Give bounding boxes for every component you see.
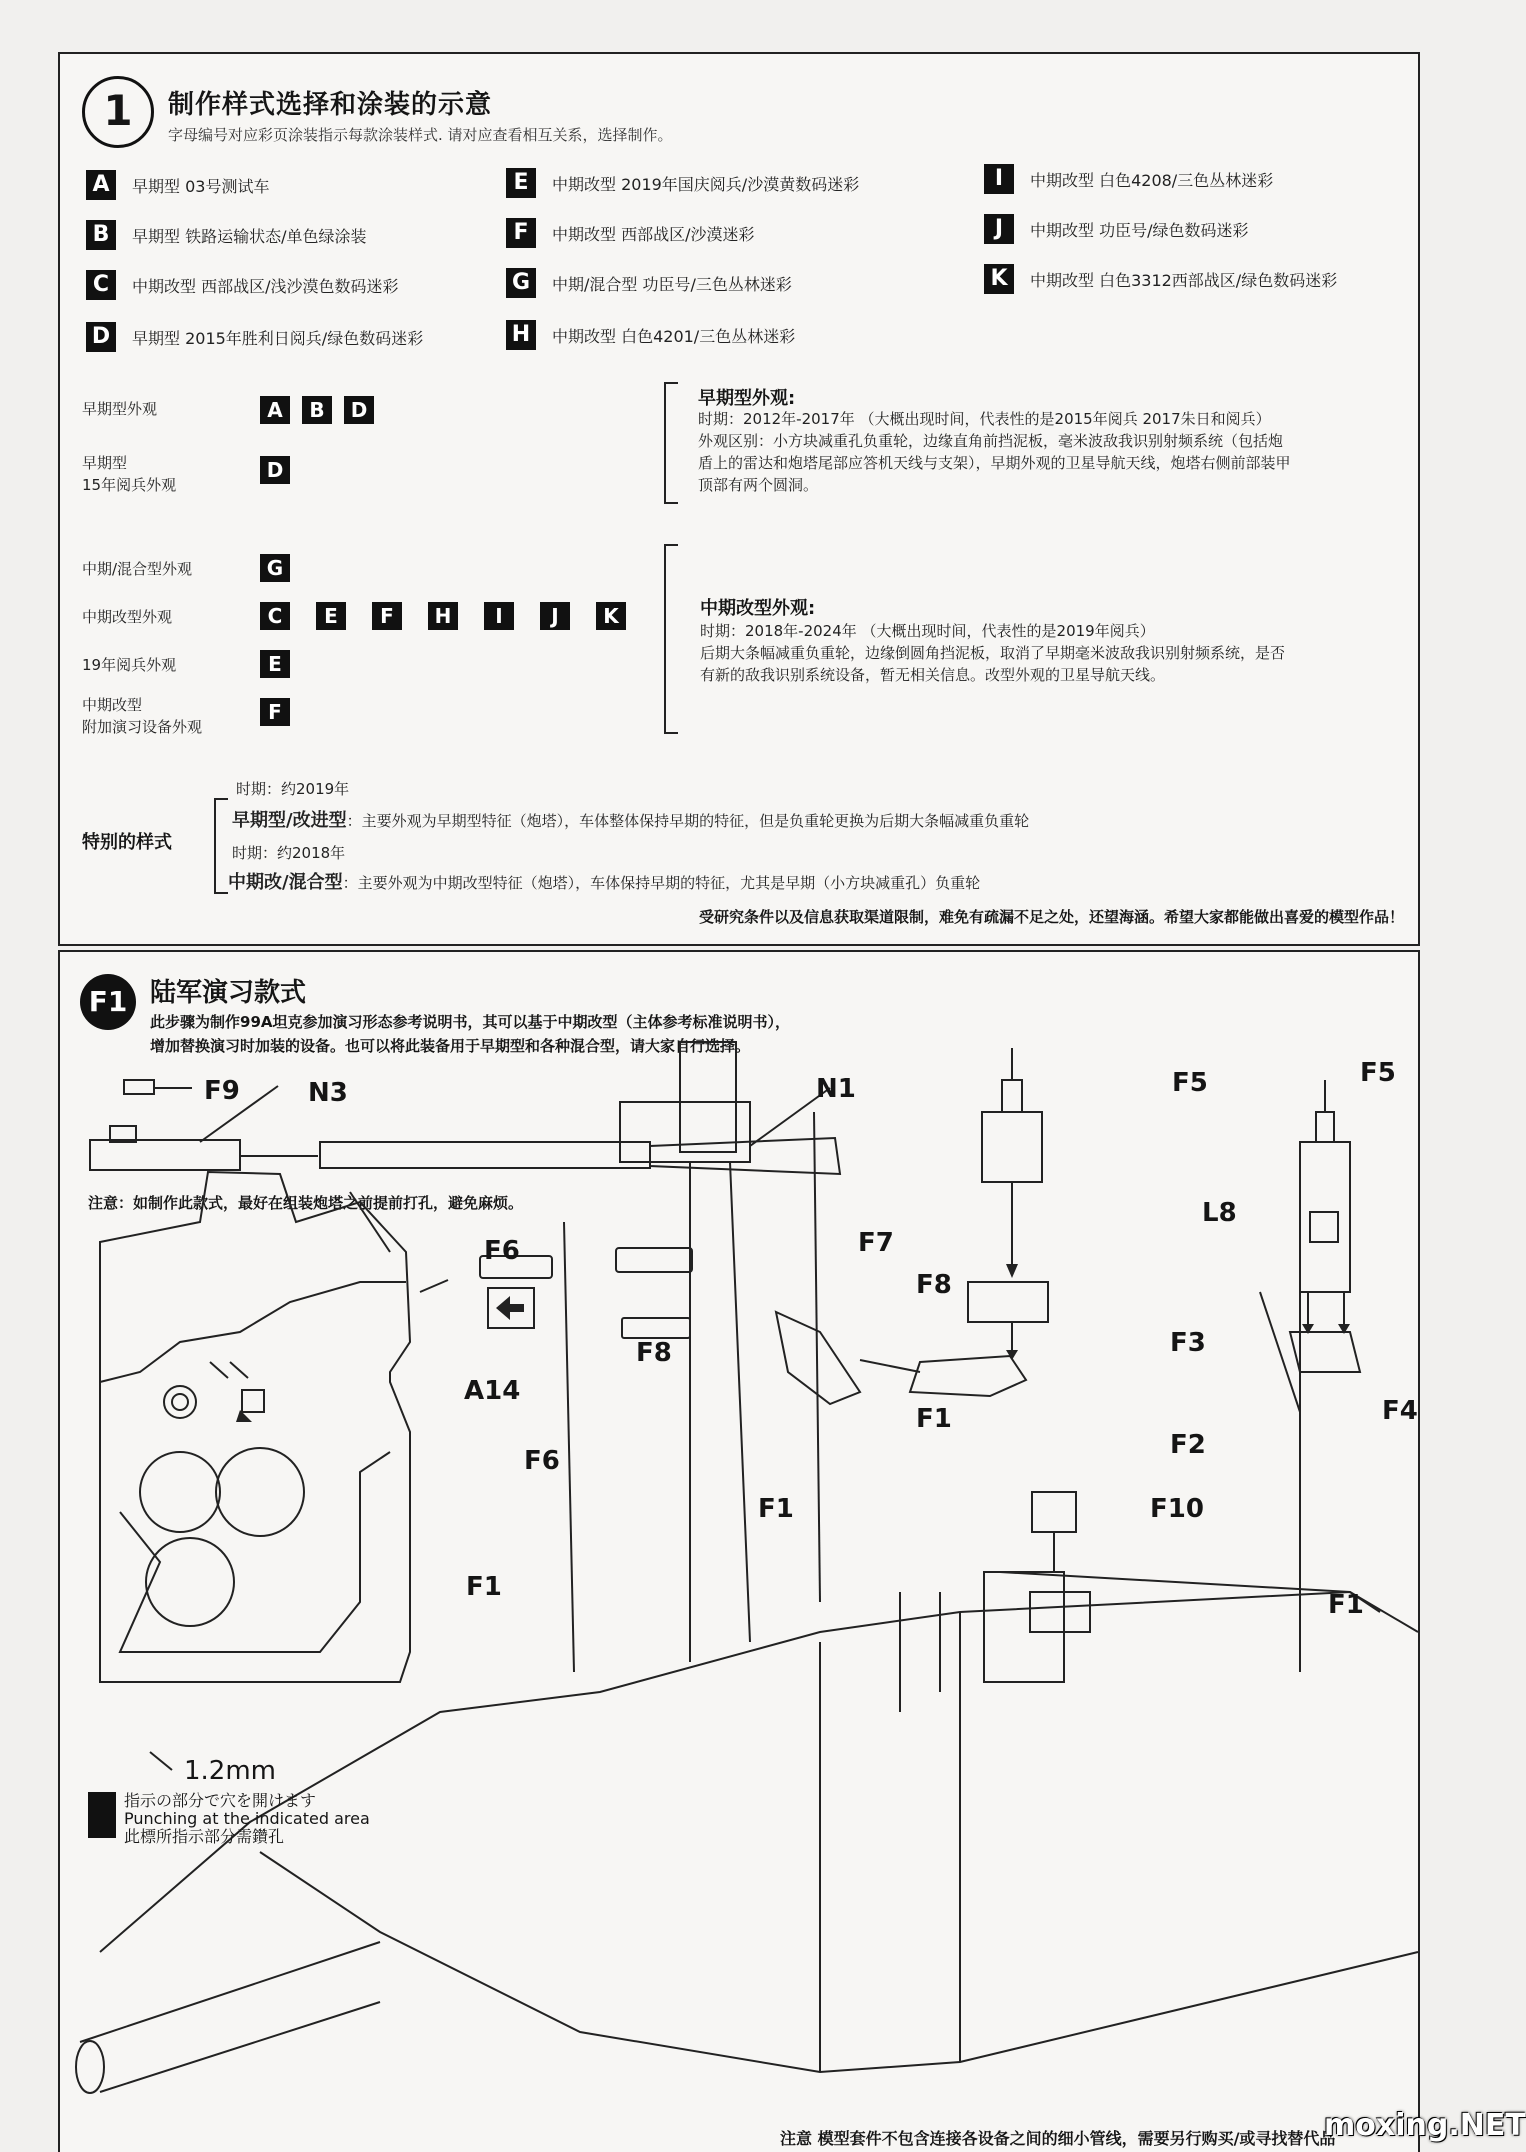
scheme-letter: J	[540, 602, 570, 630]
part-f5-shape	[982, 1112, 1042, 1182]
mid-group-label: 中期/混合型外观	[82, 560, 193, 578]
scheme-text: 中期改型 白色4201/三色丛林迷彩	[552, 326, 796, 346]
special-desc: ：主要外观为中期改型特征（炮塔），车体保持早期的特征，尤其是早期（小方块减重孔）负重轮	[342, 874, 981, 892]
watermark-logo: moxing.NET	[1324, 2108, 1526, 2143]
part-f7-shape	[616, 1248, 692, 1272]
stepF1-section	[58, 950, 1420, 2152]
part-label-f4: F4	[1382, 1396, 1418, 1426]
scheme-text: 中期改型 白色3312西部战区/绿色数码迷彩	[1030, 270, 1338, 290]
special-period-2: 时期：约2018年	[232, 844, 346, 862]
early-panel-heading: 早期型外观:	[698, 388, 796, 409]
early-panel-line: 外观区别：小方块减重孔负重轮，边缘直角前挡泥板，毫米波敌我识别射频系统（包括炮	[698, 432, 1284, 450]
part-label-f8: F8	[916, 1270, 952, 1300]
early-group-badges	[260, 396, 374, 424]
part-label-f10: F10	[1150, 1494, 1204, 1524]
scheme-letter: I	[984, 164, 1014, 194]
early-panel-line: 盾上的雷达和炮塔尾部应答机天线与支架），早期外观的卫星导航天线，炮塔右侧前部装甲	[698, 454, 1291, 472]
parade19-badges	[260, 650, 290, 678]
part-f2-shape	[910, 1356, 1026, 1396]
early-parade-badges	[260, 456, 290, 484]
part-label-f6: F6	[524, 1446, 560, 1476]
early-bracket	[664, 382, 666, 504]
special-bracket	[214, 798, 216, 894]
mid-mod-badges	[260, 602, 626, 630]
early-group-label: 早期型外观	[82, 400, 158, 418]
scheme-text: 早期型 03号测试车	[132, 176, 270, 196]
part-label-f9: F9	[204, 1076, 240, 1106]
part-f8-shape	[622, 1318, 690, 1338]
scheme-letter: E	[506, 168, 536, 198]
turret-outline	[100, 1592, 1418, 1952]
early-panel-line: 时期：2012年-2017年 （大概出现时间，代表性的是2015年阅兵 2017朱日和阅兵）	[698, 410, 1271, 428]
scheme-d	[86, 322, 423, 352]
scheme-letter: H	[428, 602, 458, 630]
part-f3-shape	[968, 1282, 1048, 1322]
mid-panel-body	[700, 620, 1285, 686]
scheme-text: 中期改型 白色4208/三色丛林迷彩	[1030, 170, 1274, 190]
scheme-f	[506, 218, 754, 248]
scheme-a	[86, 170, 269, 200]
mid-panel-line: 有新的敌我识别系统设备，暂无相关信息。改型外观的卫星导航天线。	[700, 666, 1166, 684]
desc-line: 增加替换演习时加装的设备。也可以将此装备用于早期型和各种混合型，请大家自行选择。	[150, 1037, 751, 1055]
special-type: 中期改/混合型	[228, 872, 343, 893]
punch-legend	[88, 1792, 370, 1846]
scheme-letter: K	[984, 264, 1014, 294]
scheme-letter: F	[260, 698, 290, 726]
special-row-2	[228, 868, 980, 894]
part-label-n3: N3	[308, 1078, 348, 1108]
step-badge: F1	[80, 974, 136, 1030]
part-l8-shape	[1310, 1212, 1338, 1242]
scheme-letter: G	[260, 554, 290, 582]
scheme-c	[86, 270, 398, 300]
early-panel-line: 顶部有两个圆洞。	[698, 476, 819, 494]
scheme-g	[506, 268, 792, 298]
step1-section	[58, 52, 1420, 946]
scheme-letter: E	[260, 650, 290, 678]
scheme-j	[984, 214, 1248, 244]
part-label-f1: F1	[1328, 1590, 1364, 1620]
mid-panel-line: 后期大条幅减重负重轮，边缘倒圆角挡泥板，取消了早期毫米波敌我识别射频系统，是否	[700, 644, 1286, 662]
part-label-f3: F3	[1170, 1328, 1206, 1358]
scheme-h	[506, 320, 795, 350]
mid-bracket	[664, 544, 666, 734]
part-label-f1: F1	[466, 1572, 502, 1602]
punch-text-tc: 此標所指示部分需鑽孔	[124, 1827, 285, 1846]
turret-equipment	[680, 1042, 736, 1152]
scheme-letter: C	[260, 602, 290, 630]
special-desc: ：主要外观为早期型特征（炮塔），车体整体保持早期的特征，但是负重轮更换为后期大条幅减重负重轮	[346, 812, 1030, 830]
punch-text-en: Punching at the indicated area	[124, 1809, 370, 1828]
part-label-l8: L8	[1202, 1198, 1237, 1228]
step-subtitle: 字母编号对应彩页涂装指示每款涂装样式. 请对应查看相互关系，选择制作。	[168, 126, 673, 144]
drill-size: 1.2mm	[184, 1756, 277, 1786]
mid-mod-label: 中期改型外观	[82, 608, 173, 626]
early-parade-label: 早期型 15年阅兵外观	[82, 454, 177, 494]
exercise-label: 中期改型 附加演习设备外观	[82, 696, 203, 736]
scheme-letter: A	[86, 170, 116, 200]
part-label-f1: F1	[916, 1404, 952, 1434]
scheme-letter: K	[596, 602, 626, 630]
part-label-f5: F5	[1360, 1058, 1396, 1088]
scheme-text: 中期改型 2019年国庆阅兵/沙漠黄数码迷彩	[552, 174, 860, 194]
scheme-text: 中期/混合型 功臣号/三色丛林迷彩	[552, 274, 792, 294]
special-period-1: 时期：约2019年	[236, 780, 350, 798]
part-a14-shape	[100, 1172, 410, 1682]
part-label-f5: F5	[1172, 1068, 1208, 1098]
special-type: 早期型/改进型	[232, 810, 347, 831]
scheme-letter: C	[86, 270, 116, 300]
scheme-e	[506, 168, 859, 198]
scheme-letter: F	[506, 218, 536, 248]
scheme-i	[984, 164, 1273, 194]
scheme-text: 早期型 2015年胜利日阅兵/绿色数码迷彩	[132, 328, 424, 348]
scheme-letter: A	[260, 396, 290, 424]
scheme-text: 中期改型 西部战区/浅沙漠色数码迷彩	[132, 276, 399, 296]
mid-panel-line: 时期：2018年-2024年 （大概出现时间，代表性的是2019年阅兵）	[700, 622, 1155, 640]
punch-text-jp: 指示の部分で穴を開けます	[124, 1791, 317, 1810]
scheme-letter: D	[344, 396, 374, 424]
scheme-text: 中期改型 功臣号/绿色数码迷彩	[1030, 220, 1249, 240]
special-label: 特别的样式	[82, 832, 172, 853]
scheme-letter: H	[506, 320, 536, 350]
part-label-f7: F7	[858, 1228, 894, 1258]
scheme-k	[984, 264, 1337, 294]
special-row-1	[232, 806, 1029, 832]
mid-panel-heading: 中期改型外观:	[700, 598, 816, 619]
part-label-a14: A14	[464, 1376, 521, 1406]
part-f10-shape	[1032, 1492, 1076, 1532]
scheme-letter: E	[316, 602, 346, 630]
scheme-letter: D	[86, 322, 116, 352]
part-f9-shape	[124, 1080, 154, 1094]
scheme-b	[86, 220, 366, 250]
early-panel-body	[698, 408, 1291, 496]
bottom-note: 注意 模型套件不包含连接各设备之间的细小管线，需要另行购买/或寻找替代品	[780, 2129, 1336, 2148]
step-number: 1	[82, 76, 154, 148]
step-title: 陆军演习款式	[150, 978, 307, 1008]
scheme-letter: J	[984, 214, 1014, 244]
drill-icon	[88, 1792, 116, 1838]
desc-line: 此步骤为制作99A坦克参加演习形态参考说明书，其可以基于中期改型（主体参考标准说明书），	[150, 1013, 790, 1031]
scheme-text: 中期改型 西部战区/沙漠迷彩	[552, 224, 755, 244]
scheme-letter: B	[302, 396, 332, 424]
part-label-f6: F6	[484, 1236, 520, 1266]
part-label-n1: N1	[816, 1074, 856, 1104]
assembly-drawing	[60, 952, 1418, 2152]
scheme-letter: B	[86, 220, 116, 250]
scheme-letter: F	[372, 602, 402, 630]
scheme-letter: D	[260, 456, 290, 484]
mid-group-badges	[260, 554, 290, 582]
parade19-label: 19年阅兵外观	[82, 656, 177, 674]
disclaimer: 受研究条件以及信息获取渠道限制，难免有疏漏不足之处，还望海涵。希望大家都能做出喜爱的模型作品！	[698, 908, 1404, 926]
part-label-f8: F8	[636, 1338, 672, 1368]
scheme-text: 早期型 铁路运输状态/单色绿涂装	[132, 226, 367, 246]
part-label-f2: F2	[1170, 1430, 1206, 1460]
scheme-letter: I	[484, 602, 514, 630]
scheme-letter: G	[506, 268, 536, 298]
assembly-note: 注意：如制作此款式，最好在组装炮塔之前提前打孔，避免麻烦。	[88, 1194, 524, 1212]
part-label-f1: F1	[758, 1494, 794, 1524]
part-f5b-shape	[1300, 1142, 1350, 1292]
step-title: 制作样式选择和涂装的示意	[168, 90, 493, 120]
exercise-badges	[260, 698, 290, 726]
